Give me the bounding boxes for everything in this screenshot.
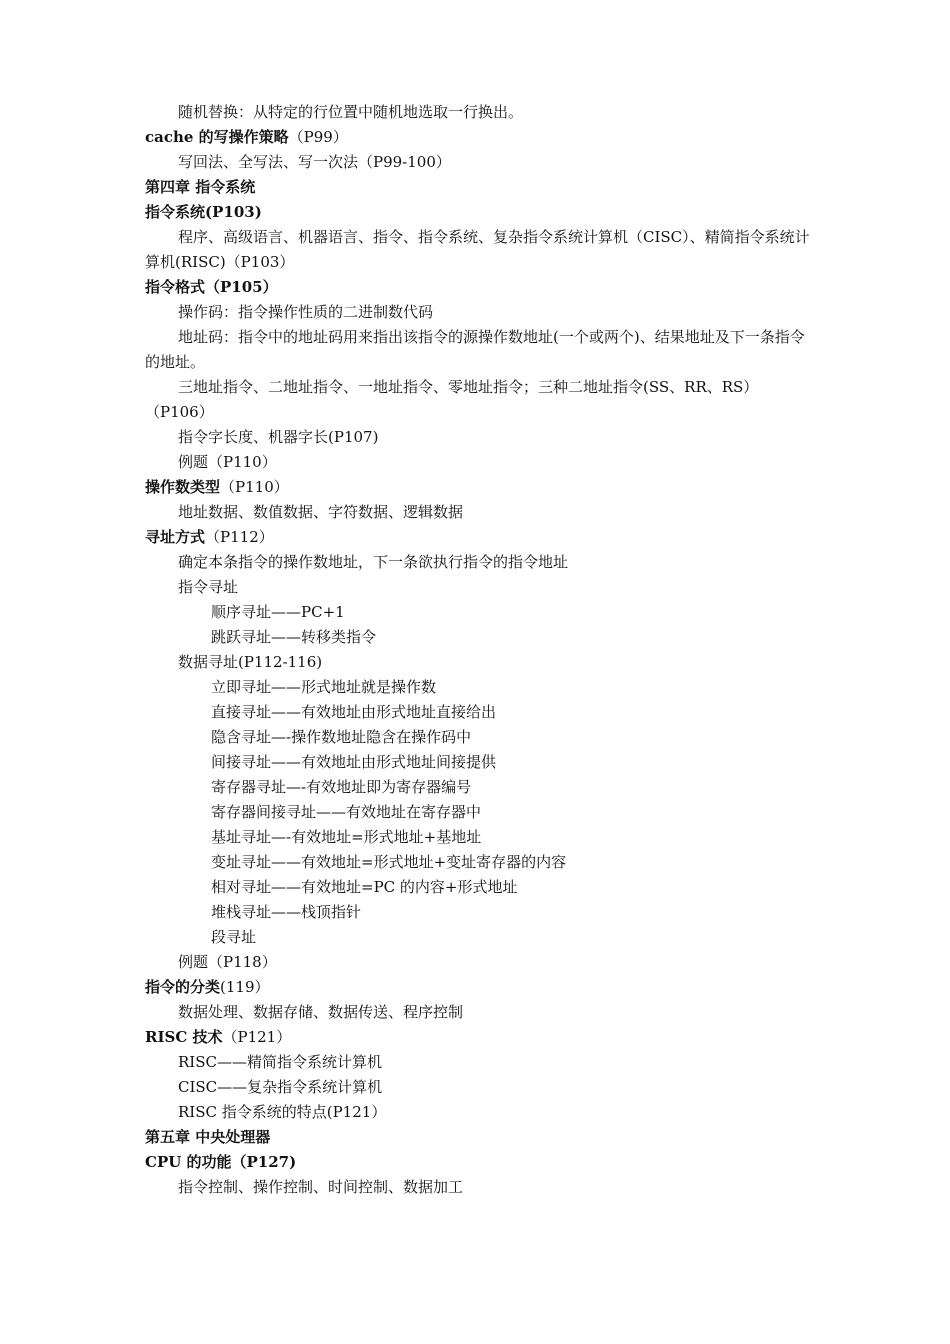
heading-ref: （P110）: [220, 478, 289, 496]
paragraph: 程序、高级语言、机器语言、指令、指令系统、复杂指令系统计算机（CISC）、精简指令系统计算机(RISC)（P103）: [145, 228, 810, 271]
heading-bold: 寻址方式: [145, 528, 206, 546]
heading-bold: 指令系统(P103): [145, 203, 262, 221]
text-line: 顺序寻址——PC+1: [211, 603, 345, 621]
section-heading: [145, 1025, 810, 1050]
section-heading: [145, 475, 810, 500]
heading-bold: 指令的分类: [145, 978, 221, 996]
heading-ref: （P112）: [205, 528, 274, 546]
section-heading: [145, 1150, 810, 1175]
text-line: 堆栈寻址——栈顶指针: [211, 903, 362, 921]
heading-bold: 指令格式（P105）: [145, 278, 278, 296]
text-line: 变址寻址——有效地址=形式地址+变址寄存器的内容: [211, 853, 567, 871]
heading-bold: 第四章 指令系统: [145, 178, 256, 196]
text-line: 数据处理、数据存储、数据传送、程序控制: [178, 1003, 464, 1021]
heading-ref: （P121）: [222, 1028, 292, 1046]
text-line: 例题（P118）: [178, 953, 277, 971]
text-line: RISC 指令系统的特点(P121）: [178, 1103, 387, 1121]
text-line: 确定本条指令的操作数地址，下一条欲执行指令的指令地址: [178, 553, 569, 571]
text-line: 指令控制、操作控制、时间控制、数据加工: [178, 1178, 464, 1196]
text-line: 立即寻址——形式地址就是操作数: [211, 678, 437, 696]
text-line: 写回法、全写法、写一次法（P99-100）: [178, 153, 451, 171]
text-line: 例题（P110）: [178, 453, 277, 471]
text-line: 寄存器寻址—-有效地址即为寄存器编号: [211, 778, 472, 796]
paragraph: 三地址指令、二地址指令、一地址指令、零地址指令；三种二地址指令(SS、RR、RS）（P106）: [145, 378, 759, 421]
text-line: 寄存器间接寻址——有效地址在寄存器中: [211, 803, 482, 821]
text-line: 指令寻址: [178, 578, 239, 596]
text-line: CISC——复杂指令系统计算机: [178, 1078, 383, 1096]
text-line: 跳跃寻址——转移类指令: [211, 628, 377, 646]
section-heading: [145, 525, 810, 550]
heading-bold: CPU 的功能（P127): [145, 1153, 297, 1171]
heading-ref: (119）: [220, 978, 270, 996]
heading-bold: cache 的写操作策略: [145, 128, 289, 146]
text-line: 指令字长度、机器字长(P107): [178, 428, 379, 446]
chapter-heading: [145, 175, 810, 200]
text-line: 相对寻址——有效地址=PC 的内容+形式地址: [211, 878, 518, 896]
text-line: 基址寻址—-有效地址=形式地址+基地址: [211, 828, 482, 846]
text-line: 直接寻址——有效地址由形式地址直接给出: [211, 703, 497, 721]
text-line: 隐含寻址—-操作数地址隐含在操作码中: [211, 728, 472, 746]
heading-ref: （P99）: [288, 128, 348, 146]
text-line: 随机替换：从特定的行位置中随机地选取一行换出。: [178, 103, 524, 121]
paragraph: 地址码：指令中的地址码用来指出该指令的源操作数地址(一个或两个)、结果地址及下一条指令的地址。: [145, 328, 805, 371]
section-heading: [145, 975, 810, 1000]
section-heading: [145, 200, 810, 225]
chapter-heading: [145, 1125, 810, 1150]
heading-bold: 操作数类型: [145, 478, 221, 496]
text-line: 间接寻址——有效地址由形式地址间接提供: [211, 753, 497, 771]
heading-bold: RISC 技术: [145, 1028, 223, 1046]
text-line: RISC——精简指令系统计算机: [178, 1053, 382, 1071]
text-line: 操作码：指令操作性质的二进制数代码: [178, 303, 434, 321]
section-heading: [145, 125, 810, 150]
text-line: 地址数据、数值数据、字符数据、逻辑数据: [178, 503, 464, 521]
text-line: 数据寻址(P112-116): [178, 653, 323, 671]
section-heading: [145, 275, 810, 300]
heading-bold: 第五章 中央处理器: [145, 1128, 271, 1146]
text-line: 段寻址: [211, 928, 257, 946]
